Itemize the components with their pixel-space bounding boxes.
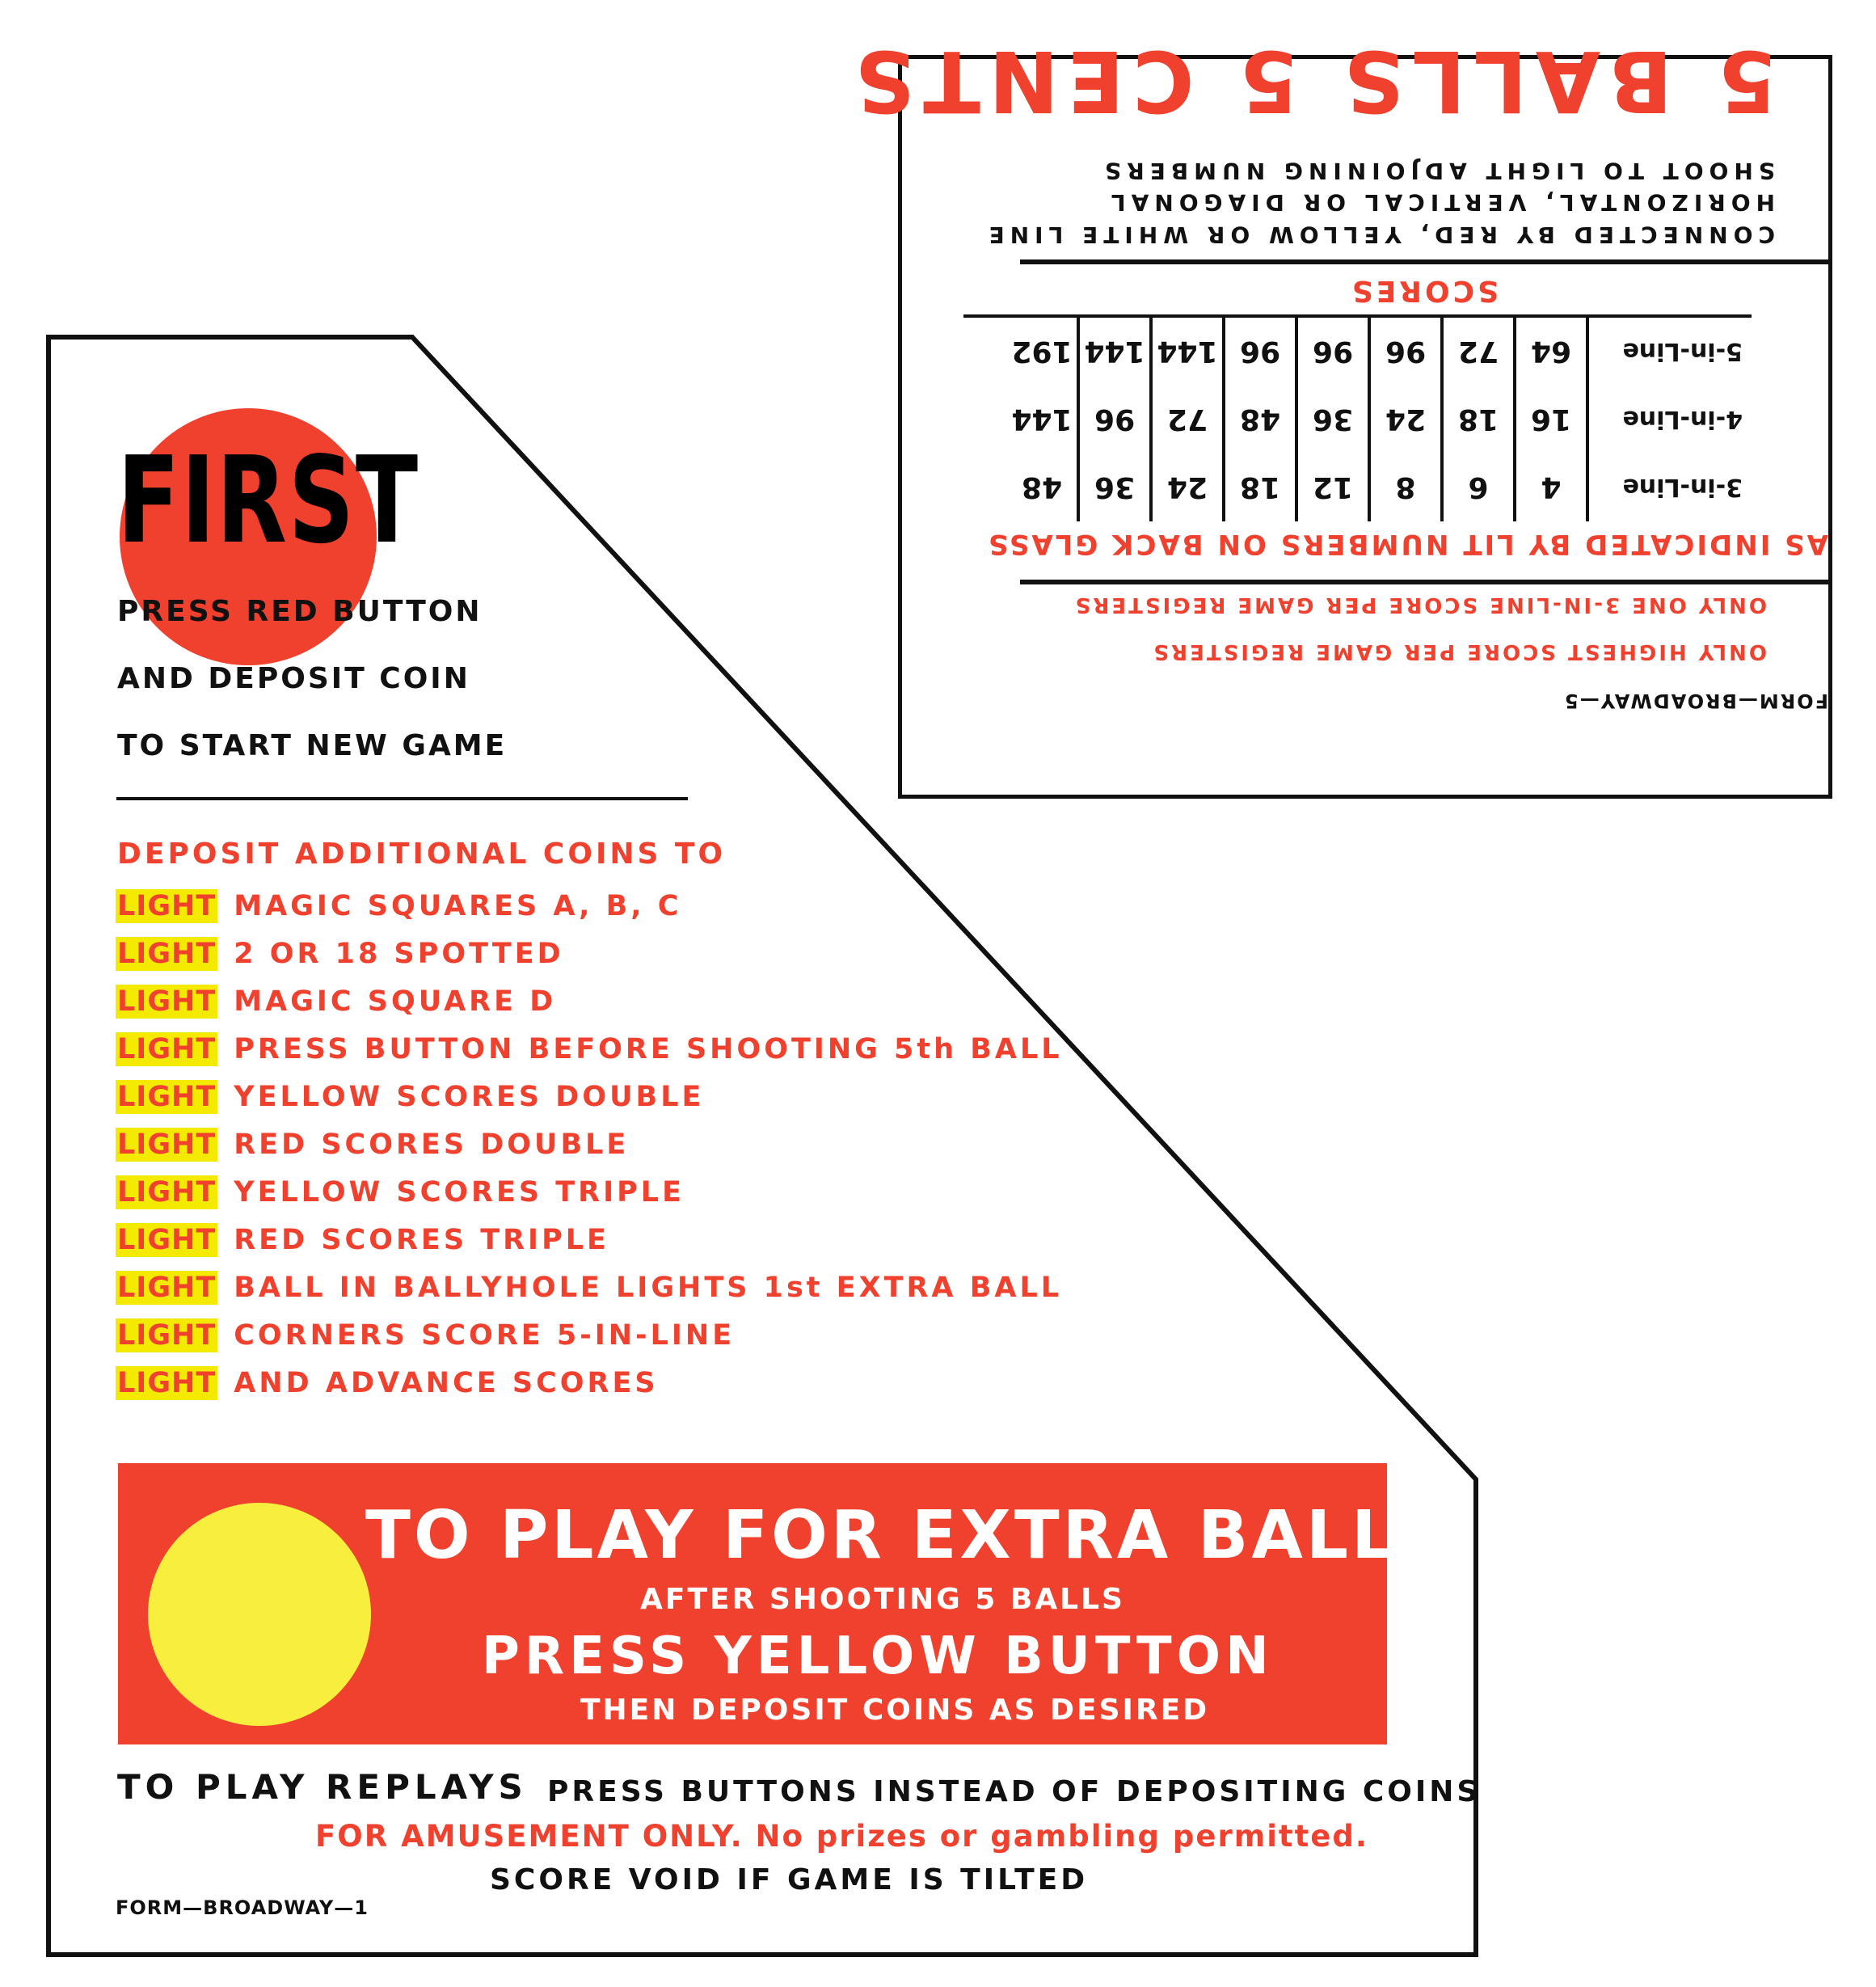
light-item (116, 1128, 629, 1163)
table-row (1007, 318, 1743, 386)
rule-top (1020, 580, 1828, 584)
score-cell: 36 (1296, 386, 1369, 454)
row-label: 4-in-Line (1622, 405, 1743, 434)
light-item (116, 1318, 735, 1354)
light-item-text: MAGIC SQUARE D (234, 985, 557, 1018)
light-item (116, 1080, 704, 1116)
instruction-line-1: PRESS RED BUTTON (117, 595, 483, 628)
instruction-line-3: TO START NEW GAME (117, 729, 508, 762)
score-cell: 96 (1078, 386, 1151, 454)
light-item-text: 2 OR 18 SPOTTED (234, 938, 564, 970)
light-item-text: RED SCORES TRIPLE (234, 1224, 609, 1256)
light-item-text: AND ADVANCE SCORES (234, 1367, 659, 1399)
row-label: 3-in-Line (1622, 473, 1743, 502)
light-item-text: YELLOW SCORES TRIPLE (234, 1176, 685, 1209)
light-item (116, 1175, 685, 1211)
light-item (116, 937, 564, 972)
tilt-notice: SCORE VOID IF GAME IS TILTED (490, 1863, 1089, 1896)
score-cell: 72 (1442, 318, 1515, 386)
five-balls-title: 5 BALLS 5 CENTS (846, 32, 1777, 130)
scores-heading: SCORES (1348, 274, 1499, 307)
score-card-right (846, 32, 1832, 799)
score-cell: 72 (1151, 386, 1224, 454)
score-cell: 18 (1224, 454, 1296, 521)
light-item-text: YELLOW SCORES DOUBLE (234, 1081, 705, 1113)
score-cell: 24 (1151, 454, 1224, 521)
score-cell: 8 (1369, 454, 1442, 521)
score-cell: 144 (1078, 318, 1151, 386)
light-label: LIGHT (117, 985, 217, 1018)
form-number-right: FORM—BROADWAY—5 (1563, 690, 1828, 712)
indicated-note: AS INDICATED BY LIT NUMBERS ON BACK GLASS (985, 528, 1828, 560)
light-item (116, 1032, 1063, 1068)
banner-deposit-line: THEN DEPOSIT COINS AS DESIRED (580, 1694, 1210, 1727)
light-item-text: MAGIC SQUARES A, B, C (234, 890, 682, 922)
shoot-line-3: CONNECTED BY RED, YELLOW OR WHITE LINE (983, 221, 1775, 248)
amusement-notice: FOR AMUSEMENT ONLY. No prizes or gambling permitted. (315, 1819, 1368, 1854)
light-item (116, 985, 556, 1020)
shoot-line-1: SHOOT TO LIGHT ADJOINING NUMBERS (1098, 158, 1775, 184)
table-row (1007, 386, 1743, 454)
light-item-text: BALL IN BALLYHOLE LIGHTS 1st EXTRA BALL (234, 1272, 1063, 1304)
score-cell: 144 (1007, 386, 1078, 454)
light-label: LIGHT (117, 1224, 217, 1256)
yellow-button-disc (148, 1503, 371, 1726)
instruction-line-2: AND DEPOSIT COIN (117, 662, 470, 695)
score-cell: 192 (1007, 318, 1078, 386)
light-label: LIGHT (117, 1128, 217, 1161)
shoot-line-2: HORIZONTAL, VERTICAL OR DIAGONAL (1105, 189, 1775, 216)
score-cell: 12 (1296, 454, 1369, 521)
score-table (1007, 318, 1743, 521)
score-cell: 36 (1078, 454, 1151, 521)
light-item (116, 1223, 609, 1259)
score-card-rotated-content (846, 32, 1828, 795)
light-item (116, 1271, 1062, 1306)
score-cell: 16 (1515, 386, 1587, 454)
score-cell: 18 (1442, 386, 1515, 454)
score-cell: 96 (1224, 318, 1296, 386)
score-cell: 4 (1515, 454, 1587, 521)
light-label: LIGHT (117, 1176, 217, 1209)
score-cell: 48 (1224, 386, 1296, 454)
rule-table-bottom (963, 314, 1752, 318)
form-number-left: FORM—BROADWAY—1 (116, 1896, 369, 1919)
banner-subline: AFTER SHOOTING 5 BALLS (640, 1583, 1125, 1616)
rule-scores (1020, 259, 1828, 264)
light-label: LIGHT (117, 938, 217, 970)
light-item (116, 889, 681, 925)
score-cell: 144 (1151, 318, 1224, 386)
light-label: LIGHT (117, 1081, 217, 1113)
light-item (116, 1366, 659, 1402)
row-label: 5-in-Line (1622, 337, 1743, 366)
table-row (1007, 454, 1743, 521)
replay-text: PRESS BUTTONS INSTEAD OF DEPOSITING COINS (547, 1775, 1482, 1808)
only-one-note: ONLY ONE 3-IN-LINE SCORE PER GAME REGISTERS (1073, 593, 1767, 617)
banner-button-line: PRESS YELLOW BUTTON (482, 1626, 1274, 1686)
score-cell: 48 (1007, 454, 1078, 521)
section-divider (116, 797, 688, 800)
score-cell: 64 (1515, 318, 1587, 386)
light-label: LIGHT (117, 1319, 217, 1352)
light-label: LIGHT (117, 1033, 217, 1065)
light-item-text: CORNERS SCORE 5-IN-LINE (234, 1319, 736, 1352)
score-cell: 6 (1442, 454, 1515, 521)
light-label: LIGHT (117, 1272, 217, 1304)
score-cell: 96 (1369, 318, 1442, 386)
banner-headline: TO PLAY FOR EXTRA BALLS (365, 1497, 1448, 1574)
only-highest-note: ONLY HIGHEST SCORE PER GAME REGISTERS (1151, 639, 1767, 664)
light-item-text: PRESS BUTTON BEFORE SHOOTING 5th BALL (234, 1033, 1063, 1065)
score-cell: 24 (1369, 386, 1442, 454)
deposit-heading: DEPOSIT ADDITIONAL COINS TO (117, 837, 727, 871)
replay-heading: TO PLAY REPLAYS (117, 1767, 528, 1807)
score-cell: 96 (1296, 318, 1369, 386)
light-item-text: RED SCORES DOUBLE (234, 1128, 630, 1161)
first-heading: FIRST (117, 431, 419, 570)
light-label: LIGHT (117, 890, 217, 922)
light-label: LIGHT (117, 1367, 217, 1399)
